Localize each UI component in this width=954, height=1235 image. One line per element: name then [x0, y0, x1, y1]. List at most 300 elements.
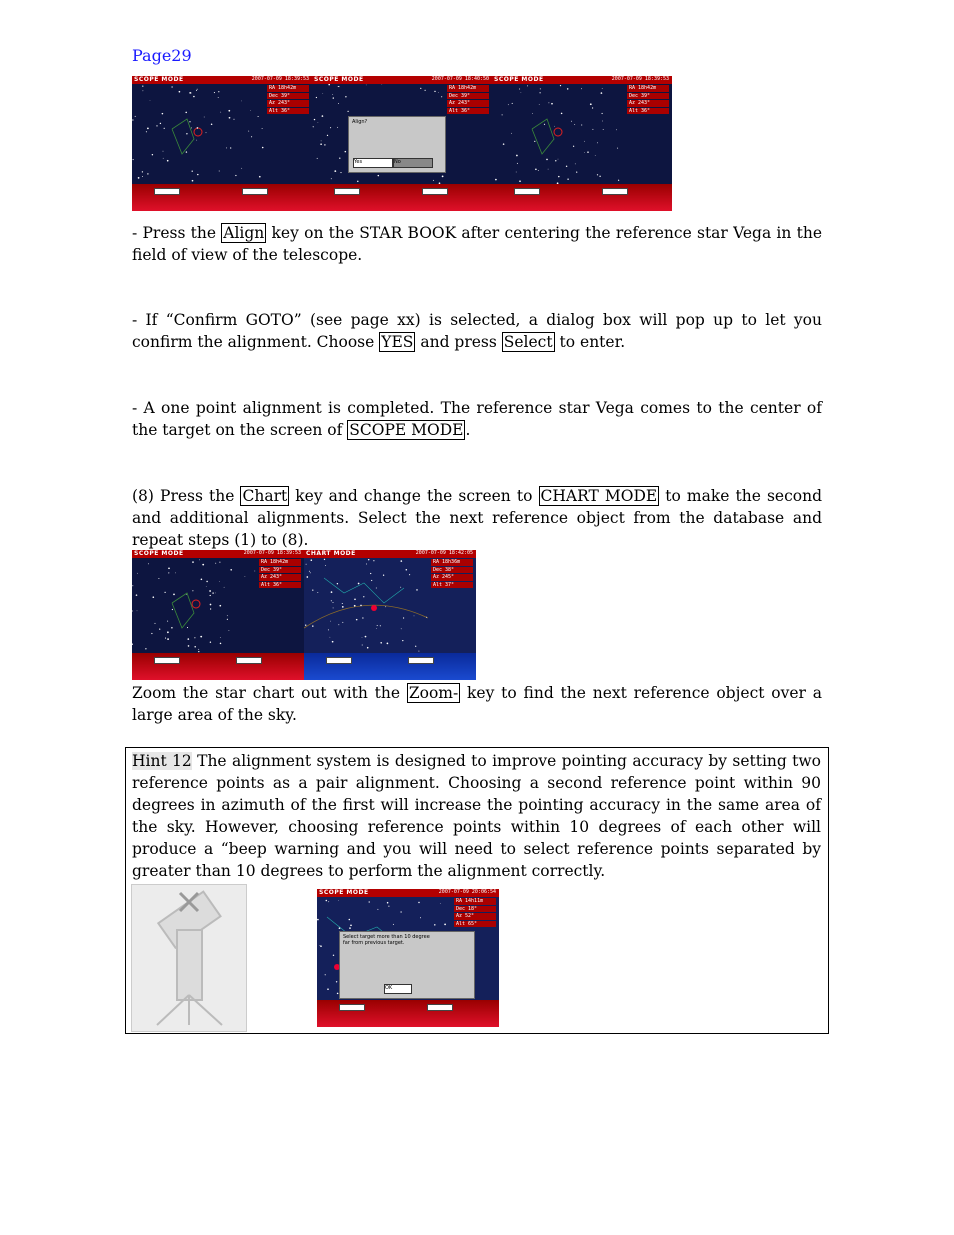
star	[330, 621, 331, 622]
star	[229, 117, 231, 119]
star	[561, 113, 563, 115]
star	[325, 974, 326, 975]
star	[167, 638, 169, 640]
star	[305, 625, 306, 626]
star	[219, 605, 221, 607]
star	[197, 174, 198, 175]
star	[354, 599, 356, 601]
star	[163, 151, 164, 152]
star	[320, 143, 322, 145]
star	[418, 651, 419, 652]
star	[191, 127, 192, 128]
star	[519, 89, 520, 90]
star	[503, 143, 505, 145]
star	[592, 107, 593, 108]
star	[197, 89, 198, 90]
star	[414, 616, 415, 617]
text: Zoom the star chart out with the	[132, 684, 407, 702]
star	[409, 574, 410, 575]
select-key: Select	[503, 333, 553, 351]
star	[191, 93, 192, 94]
star	[362, 617, 363, 618]
star	[218, 97, 219, 98]
star	[616, 129, 617, 130]
star	[342, 603, 343, 604]
screenshot-warning	[317, 889, 499, 1027]
button-bar	[312, 184, 492, 211]
star	[220, 637, 221, 638]
star	[363, 596, 364, 597]
text: - Press the	[132, 224, 222, 242]
button-bar	[317, 1000, 499, 1027]
star	[602, 113, 603, 114]
text: (8) Press the	[132, 487, 241, 505]
star	[214, 92, 215, 93]
star	[401, 628, 402, 629]
star	[373, 560, 374, 561]
star	[317, 592, 318, 593]
star	[573, 146, 574, 147]
mode-title: SCOPE MODE	[494, 76, 544, 83]
star	[326, 900, 328, 902]
star	[576, 171, 577, 172]
star	[250, 110, 251, 111]
info-panel: RA 18h42m Dec 39° Az 243° Alt 36°	[627, 85, 669, 163]
star	[219, 581, 220, 582]
star	[142, 171, 143, 172]
screenshot-scope-mode-1	[132, 76, 312, 211]
align-key: Align	[223, 224, 265, 242]
text: and press	[415, 333, 502, 351]
star	[575, 163, 576, 164]
star	[538, 170, 539, 171]
star	[209, 590, 211, 592]
info-panel: RA 14h11m Dec 18° Az 52° Alt 65°	[454, 898, 496, 976]
star	[402, 640, 403, 641]
screenshot-scope-mode-2	[492, 76, 672, 211]
star	[164, 592, 165, 593]
star	[262, 128, 263, 129]
star	[245, 576, 246, 577]
star	[332, 641, 334, 643]
star	[156, 125, 157, 126]
star	[571, 121, 572, 122]
star	[311, 559, 313, 561]
star	[322, 115, 324, 117]
star	[306, 576, 308, 578]
star-field	[132, 558, 256, 653]
timestamp: 2007-07-09 20:06:54	[438, 889, 496, 895]
star	[153, 596, 155, 598]
star	[387, 643, 389, 645]
star	[617, 148, 618, 149]
star	[210, 608, 211, 609]
star	[618, 180, 619, 181]
mode-title: SCOPE MODE	[314, 76, 364, 83]
star	[206, 132, 207, 133]
star	[366, 85, 367, 86]
star	[360, 605, 362, 607]
star	[235, 175, 236, 176]
star	[192, 561, 194, 563]
star	[212, 592, 213, 593]
star	[540, 88, 541, 89]
star	[147, 128, 149, 130]
star	[159, 628, 160, 629]
star	[194, 646, 196, 648]
star	[338, 103, 339, 104]
star	[318, 122, 319, 123]
star	[330, 637, 331, 638]
star	[148, 563, 149, 564]
star	[132, 644, 133, 645]
star	[584, 152, 585, 153]
star	[171, 627, 173, 629]
star	[325, 565, 326, 566]
scope-mode-key: SCOPE MODE	[349, 421, 464, 439]
star	[193, 96, 195, 98]
paragraph-complete	[132, 397, 822, 441]
star	[338, 86, 339, 87]
star	[309, 571, 310, 572]
align-dialog	[348, 116, 446, 173]
star	[339, 927, 341, 929]
star	[189, 121, 190, 122]
star	[160, 123, 161, 124]
star	[362, 645, 363, 646]
yes-key: YES	[381, 333, 414, 351]
star	[333, 955, 334, 956]
star	[196, 90, 197, 91]
star	[151, 633, 152, 634]
star	[599, 176, 600, 177]
star	[527, 85, 528, 86]
star	[152, 154, 153, 155]
star	[206, 581, 207, 582]
star-chart	[304, 558, 428, 653]
star	[331, 178, 332, 179]
star	[310, 572, 311, 573]
warning-text: Select target more than 10 degree far from previous target.	[343, 934, 430, 946]
star	[441, 96, 442, 97]
star	[560, 85, 561, 86]
star	[333, 607, 334, 608]
star	[532, 113, 533, 114]
star	[167, 160, 169, 162]
star	[380, 642, 382, 644]
star	[367, 647, 369, 649]
star	[356, 619, 358, 621]
star	[132, 610, 133, 611]
star	[337, 127, 338, 128]
warning-dialog	[339, 931, 475, 999]
star	[147, 173, 148, 174]
star	[438, 92, 439, 93]
star	[202, 564, 204, 566]
star	[328, 84, 330, 85]
mode-title: CHART MODE	[306, 550, 356, 557]
star	[331, 600, 332, 601]
star	[192, 180, 194, 182]
star	[544, 124, 545, 125]
info-panel: RA 18h36m Dec 38° Az 245° Alt 37°	[431, 559, 473, 637]
star	[328, 629, 329, 630]
star	[137, 573, 138, 574]
star	[150, 100, 151, 101]
star	[338, 624, 339, 625]
star	[251, 136, 252, 137]
star	[521, 92, 522, 93]
star	[228, 110, 230, 112]
star-field	[132, 84, 264, 184]
star	[224, 587, 225, 588]
star	[567, 178, 568, 179]
star	[603, 129, 604, 130]
button-bar	[304, 653, 476, 680]
timestamp: 2007-07-09 18:39:53	[251, 76, 309, 82]
star	[597, 142, 598, 143]
star	[219, 171, 220, 172]
star	[330, 127, 331, 128]
star	[331, 591, 333, 593]
star	[511, 133, 512, 134]
star	[554, 126, 555, 127]
star	[377, 909, 378, 910]
star	[179, 91, 181, 93]
star	[192, 590, 193, 591]
star	[366, 564, 367, 565]
star	[369, 901, 370, 902]
star	[433, 180, 434, 181]
star	[539, 92, 540, 93]
star	[403, 617, 404, 618]
star	[200, 636, 202, 638]
star	[312, 589, 313, 590]
text: - If “Confirm GOTO” (see page xx) is selected, a dialog box will pop up to let you confirm the alignment. Choose	[132, 311, 822, 351]
star	[163, 158, 164, 159]
star	[401, 560, 403, 562]
mode-title: SCOPE MODE	[319, 889, 369, 896]
screenshot-align-dialog	[312, 76, 492, 211]
star	[434, 91, 435, 92]
star	[321, 141, 322, 142]
text: key to find the next reference object over a large area of the sky.	[132, 684, 822, 724]
star	[535, 169, 537, 171]
star	[333, 97, 334, 98]
star	[548, 169, 549, 170]
timestamp: 2007-07-09 18:39:53	[611, 76, 669, 82]
star	[220, 643, 222, 645]
star	[320, 945, 322, 947]
star	[220, 112, 221, 113]
star	[601, 92, 603, 94]
star	[230, 147, 231, 148]
ok-button[interactable]: OK	[384, 984, 412, 994]
star	[444, 924, 446, 926]
star	[370, 573, 371, 574]
star	[393, 924, 394, 925]
star	[595, 155, 596, 156]
star	[228, 630, 229, 631]
star	[592, 129, 593, 130]
star	[215, 593, 216, 594]
star	[415, 646, 416, 647]
page-label: Page29	[132, 46, 192, 65]
star	[376, 588, 377, 589]
star	[135, 116, 136, 117]
star	[602, 88, 603, 89]
hint-label: Hint 12	[132, 752, 192, 770]
star	[165, 638, 166, 639]
star	[164, 128, 165, 129]
star	[371, 580, 372, 581]
star	[590, 103, 592, 105]
text: to make the second and additional alignments. Select the next reference object from the database and repeat steps (1) to (8).	[132, 487, 822, 549]
chart-mode-key: CHART MODE	[540, 487, 658, 505]
star	[406, 569, 408, 571]
star	[555, 160, 556, 161]
text: key and change the screen to	[289, 487, 539, 505]
star	[138, 177, 140, 179]
star	[368, 559, 369, 560]
screenshot-chart-mode	[304, 550, 476, 680]
star	[201, 579, 203, 581]
text: key on the STAR BOOK after centering the reference star Vega in the field of view of the telescope.	[132, 224, 822, 264]
star	[584, 141, 585, 142]
button-bar	[132, 184, 312, 211]
star	[340, 172, 341, 173]
star	[566, 166, 567, 167]
star	[306, 564, 307, 565]
star	[336, 981, 337, 982]
star	[337, 583, 338, 584]
text: to enter.	[554, 333, 626, 351]
star	[171, 86, 172, 87]
star	[248, 131, 249, 132]
star	[316, 97, 317, 98]
star	[154, 623, 155, 624]
star	[196, 140, 197, 141]
star	[349, 927, 351, 929]
star	[323, 93, 324, 94]
screenshot-scope-mode-3	[132, 550, 304, 680]
zoom-out-key: Zoom-	[408, 684, 459, 702]
star	[333, 602, 334, 603]
align-prompt: Align?	[352, 119, 368, 125]
star	[145, 648, 146, 649]
star	[517, 163, 518, 164]
chart-key: Chart	[242, 487, 288, 505]
star	[339, 158, 340, 159]
star	[186, 151, 187, 152]
star	[194, 637, 195, 638]
star	[173, 594, 175, 596]
star	[548, 102, 549, 103]
star	[132, 585, 133, 586]
star	[175, 573, 176, 574]
yes-button[interactable]: Yes	[353, 158, 393, 168]
star	[136, 594, 138, 596]
no-button[interactable]: No	[393, 158, 433, 168]
star	[227, 619, 228, 620]
star	[327, 988, 329, 990]
star	[400, 587, 401, 588]
star	[317, 158, 318, 159]
star	[581, 124, 582, 125]
button-bar	[492, 184, 672, 211]
star	[132, 119, 133, 120]
star	[314, 119, 315, 120]
star	[199, 560, 200, 561]
mode-title: SCOPE MODE	[134, 76, 184, 83]
star	[319, 945, 320, 946]
star	[377, 625, 378, 626]
star	[218, 91, 219, 92]
star	[158, 578, 159, 579]
star	[258, 116, 259, 117]
star	[387, 902, 389, 904]
star	[516, 172, 517, 173]
star	[233, 119, 234, 120]
star	[227, 615, 228, 616]
star	[192, 171, 193, 172]
star	[546, 159, 548, 161]
star	[142, 176, 143, 177]
star	[215, 563, 216, 564]
star	[206, 586, 207, 587]
star	[434, 924, 435, 925]
star	[312, 625, 313, 626]
star	[362, 637, 363, 638]
star	[133, 159, 134, 160]
star	[146, 131, 147, 132]
star	[420, 88, 421, 89]
star	[342, 606, 344, 608]
star	[313, 126, 314, 127]
info-panel: RA 18h42m Dec 39° Az 243° Alt 36°	[267, 85, 309, 163]
star	[167, 621, 168, 622]
star	[587, 151, 589, 153]
star	[345, 96, 346, 97]
star	[187, 627, 188, 628]
star	[259, 176, 261, 178]
star	[418, 902, 419, 903]
paragraph-align	[132, 222, 822, 266]
star	[426, 617, 427, 618]
telescope-mount-photo	[131, 884, 247, 1032]
star	[204, 117, 205, 118]
star	[420, 917, 421, 918]
star	[602, 121, 603, 122]
star	[186, 133, 187, 134]
text: .	[465, 421, 471, 439]
star	[332, 94, 333, 95]
star	[551, 103, 553, 105]
star	[226, 147, 227, 148]
star	[519, 180, 521, 182]
paragraph-chart	[132, 485, 822, 551]
star	[317, 919, 319, 921]
star	[425, 90, 426, 91]
star	[168, 567, 170, 569]
star	[254, 571, 255, 572]
star	[345, 151, 347, 153]
star	[350, 924, 352, 926]
star	[567, 88, 569, 90]
info-panel: RA 18h42m Dec 39° Az 243° Alt 36°	[259, 559, 301, 637]
star	[358, 583, 360, 585]
star	[508, 104, 509, 105]
